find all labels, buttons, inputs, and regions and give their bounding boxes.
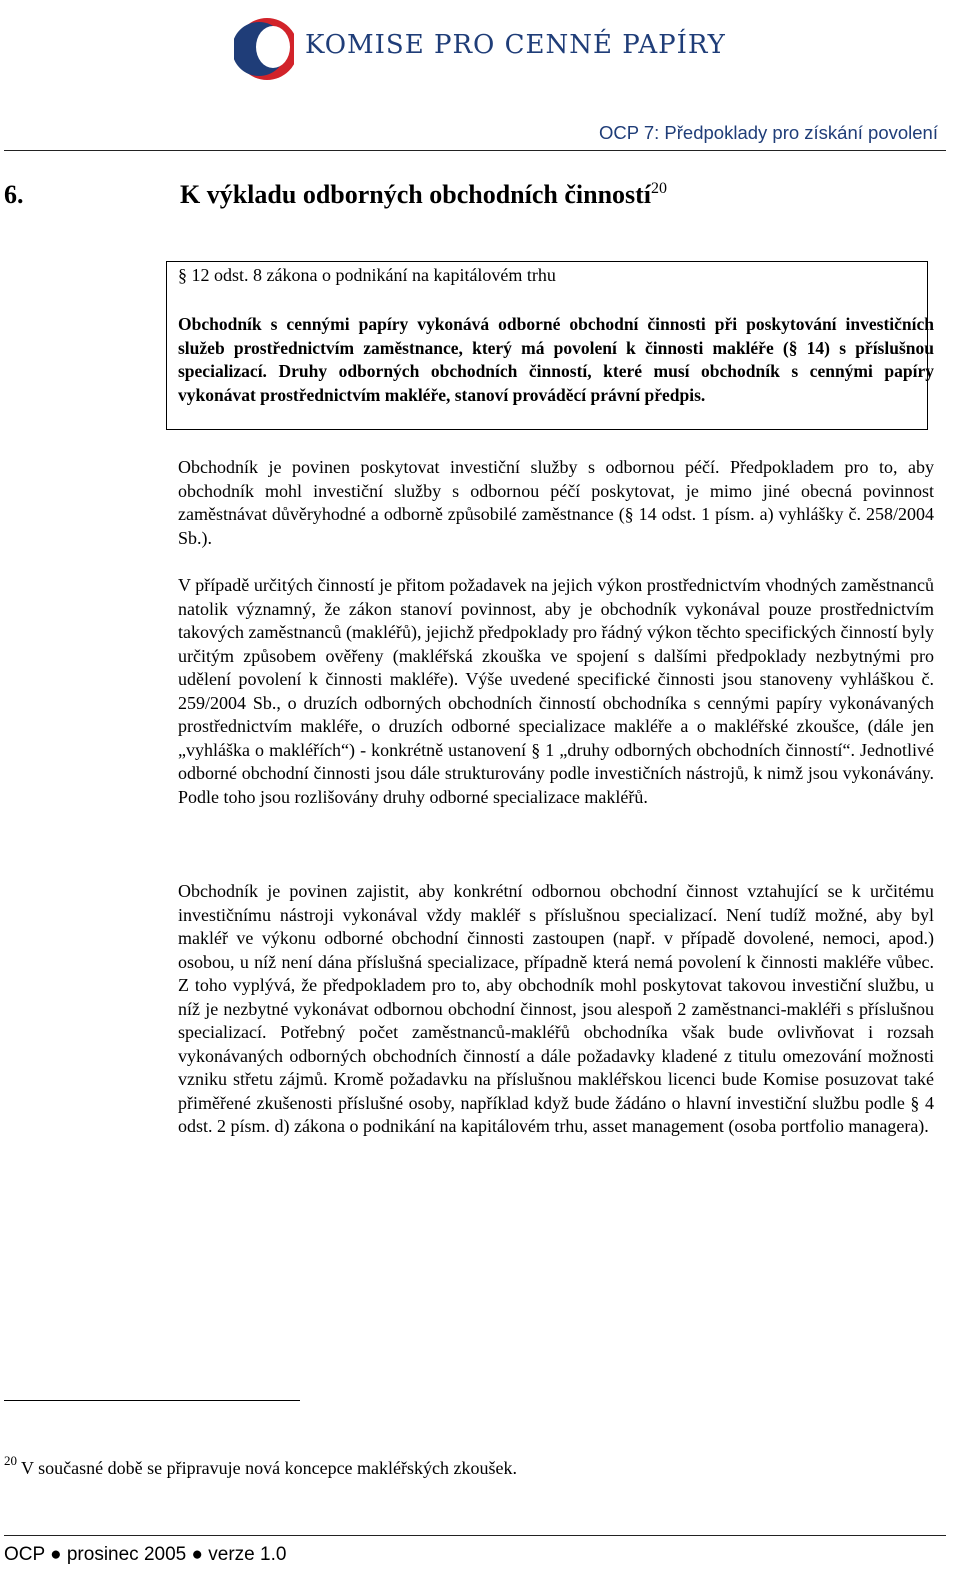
organization-name: KOMISE PRO CENNÉ PAPÍRY xyxy=(305,30,726,60)
chapter-heading xyxy=(4,180,667,210)
chapter-title: K výkladu odborných obchodních činností xyxy=(180,180,652,209)
document-reference: OCP 7: Předpoklady pro získání povolení xyxy=(598,122,938,143)
footnote-text: V současné době se připravuje nová koncepce makléřských zkoušek. xyxy=(21,1458,518,1478)
law-quote-text: Obchodník s cennými papíry vykonává odborné obchodní činnosti při poskytování investičních služeb prostřednictvím zaměstnance, který má povolení k činnosti makléře (§ 14) s příslušnou specializací. Druhy odborných obchodních činností, které musí obchodník s cennými papíry vykonávat prostřednictvím makléře, stanoví prováděcí právní předpis. xyxy=(178,314,934,405)
header-divider xyxy=(4,150,946,151)
chapter-footnote-mark: 20 xyxy=(651,180,668,197)
footnote-divider xyxy=(4,1400,300,1401)
paragraph-3: Obchodník je povinen zajistit, aby konkrétní odbornou obchodní činnost vztahující se k určitému investičnímu nástroji vykonával vždy makléř s příslušnou specializací. Není tudíž možné, aby byl makléř ve výkonu odborné obchodní činnosti zastoupen (např. v případě dovolené, nemoci, apod.) osobou, u níž není dána příslušná specializace, případně která nemá povolení k činnosti makléře vůbec. Z toho vyplývá, že předpokladem pro to, aby obchodník mohl poskytovat takovou investiční službu, u níž je nezbytné vykonávat odbornou obchodní činnost, jsou alespoň 2 zaměstnanci-makléři s příslušnou specializací. Potřebný počet zaměstnanců-makléřů obchodníka však bude ovlivňovat i rozsah vykonávaných odborných obchodních činností a dále požadavky kladené z titulu omezování možnosti vzniku střetu zájmů. Kromě požadavku na příslušnou makléřskou licenci bude Komise posuzovat také přiměřené zkušenosti příslušné osoby, například když bude žádáno o hlavní investiční službu podle § 4 odst. 2 písm. d) zákona o podnikání na kapitálovém trhu, asset management (osoba portfolio managera). xyxy=(178,881,934,1136)
page-footer: OCP ● prosinec 2005 ● verze 1.0 xyxy=(4,1544,287,1565)
paragraph-2: V případě určitých činností je přitom požadavek na jejich výkon prostřednictvím vhodných zaměstnanců natolik významný, že zákon stanoví povinnost, aby je obchodník vykonával pouze prostřednictvím takových zaměstnanců (makléřů), jejichž předpoklady pro řádný výkon těchto specifických činností byly určitým způsobem ověřeny (makléřská zkouška ve spojení s dalšími předpoklady nezbytnými pro udělení povolení k činnosti makléře). Výše uvedené specifické činnosti jsou stanoveny vyhláškou č. 259/2004 Sb., o druzích odborných obchodních činností obchodníka s cennými papíry vykonávaných prostřednictvím makléře, o druzích odborné specializace makléře a o makléřské zkoušce, (dále jen „vyhláška o makléřích“) - konkrétně ustanovení § 1 „druhy odborných obchodních činností“. Jednotlivé odborné obchodní činnosti jsou dále strukturovány podle investičních nástrojů, k nimž jsou vykonávány. Podle toho jsou rozlišovány druhy odborné specializace makléřů. xyxy=(178,575,934,807)
kcp-circle-logo-icon xyxy=(234,2,294,96)
footnote-mark: 20 xyxy=(4,1453,17,1468)
paragraph-1: Obchodník je povinen poskytovat investiční služby s odbornou péčí. Předpokladem pro to, aby obchodník mohl investiční služby s odbornou péčí poskytovat, je mimo jiné obecná povinnost zaměstnávat důvěryhodné a odborně způsobilé zaměstnance (§ 14 odst. 1 písm. a) vyhlášky č. 258/2004 Sb.). xyxy=(178,457,934,548)
chapter-number: 6. xyxy=(4,180,24,209)
footer-divider xyxy=(4,1535,946,1536)
law-reference: § 12 odst. 8 zákona o podnikání na kapitálovém trhu xyxy=(178,265,556,285)
footnote xyxy=(4,1453,518,1479)
